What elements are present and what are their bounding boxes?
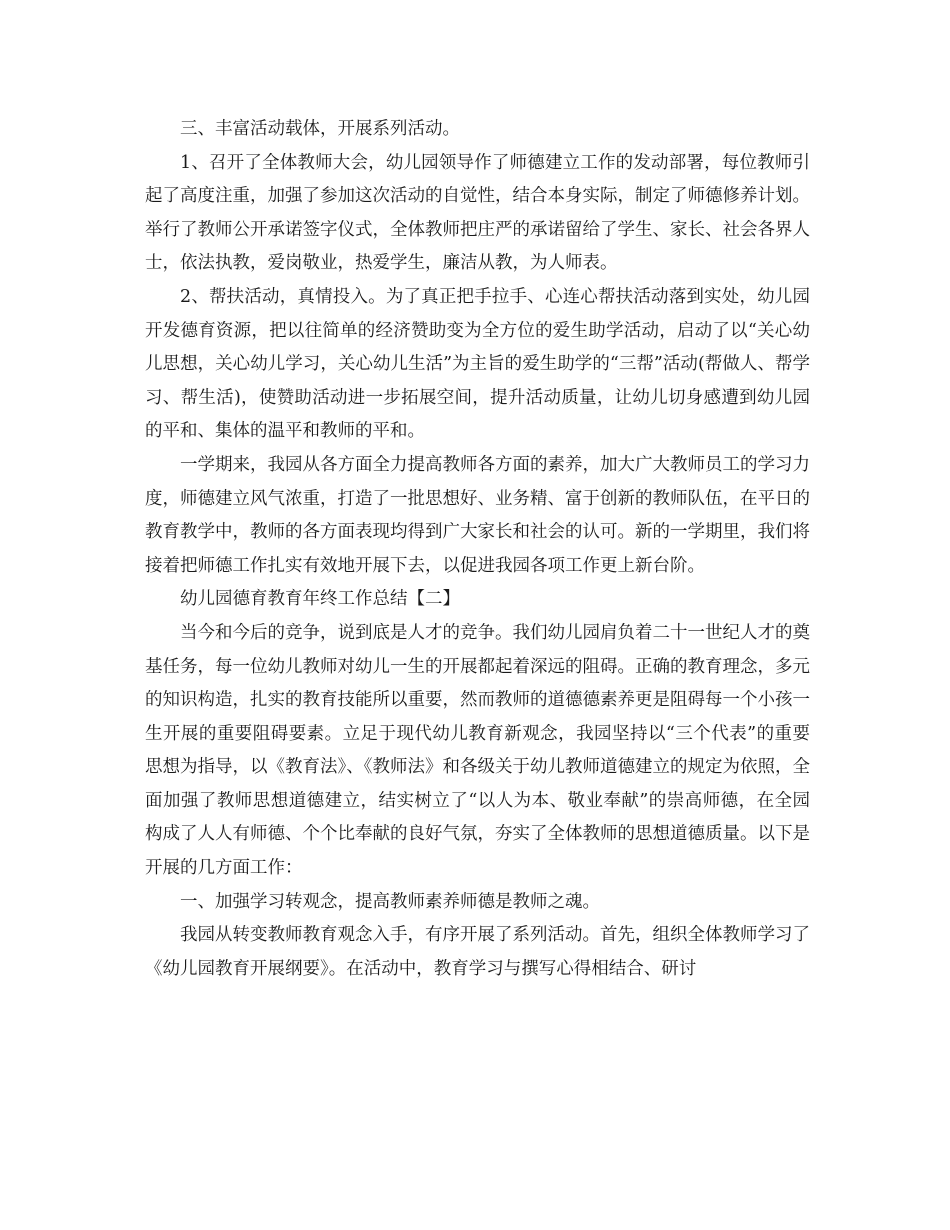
section-heading-activities: 三、丰富活动载体，开展系列活动。 [180,119,460,139]
paragraph-support-activity: 2、帮扶活动，真情投入。为了真正把手拉手、心连心帮扶活动落到实处，幼儿园开发德育资源，把以往简单的经济赞助变为全方位的爱生助学活动，启动了以“关心幼儿思想，关心幼儿学习，关心幼儿生活”为主旨的爱生助学的“三帮”活动(帮做人、帮学习、帮生活)，使赞助活动进一步拓展空间，提升活动质量，让幼儿切身感遭到幼儿园的平和、集体的温平和教师的平和。 [145,286,810,442]
document-body [145,113,810,986]
article-title-part-two: 幼儿园德育教育年终工作总结【二】 [180,589,460,610]
paragraph-learning-activities: 我园从转变教师教育观念入手，有序开展了系列活动。首先，组织全体教师学习了《幼儿园教育开展纲要》。在活动中，教育学习与撰写心得相结合、研讨 [145,925,810,979]
paragraph-introduction: 当今和今后的竞争，说到底是人才的竞争。我们幼儿园肩负着二十一世纪人才的奠基任务，每一位幼儿教师对幼儿一生的开展都起着深远的阻碍。正确的教育理念，多元的知识构造，扎实的教育技能所以重要，然而教师的道德德素养更是阻碍每一个小孩一生开展的重要阻碍要素。立足于现代幼儿教育新观念，我园坚持以“三个代表”的重要思想为指导，以《教育法》、《教师法》和各级关于幼儿教师道德建立的规定为依照，全面加强了教师思想道德建立，结实树立了“以人为本、敬业奉献”的崇高师德，在全园构成了人人有师德、个个比奉献的良好气氛，夯实了全体教师的思想道德质量。以下是开展的几方面工作： [145,622,810,879]
paragraph-semester-summary: 一学期来，我园从各方面全力提高教师各方面的素养，加大广大教师员工的学习力度，师德建立风气浓重，打造了一批思想好、业务精、富于创新的教师队伍，在平日的教育教学中，教师的各方面表现均得到广大家长和社会的认可。新的一学期里，我们将接着把师德工作扎实有效地开展下去，以促进我园各项工作更上新台阶。 [145,454,810,576]
section-heading-learning: 一、加强学习转观念，提高教师素养师德是教师之魂。 [180,891,600,912]
paragraph-teacher-meeting: 1、召开了全体教师大会，幼儿园领导作了师德建立工作的发动部署，每位教师引起了高度注重，加强了参加这次活动的自觉性，结合本身实际，制定了师德修养计划。举行了教师公开承诺签字仪式，全体教师把庄严的承诺留给了学生、家长、社会各界人士，依法执教，爱岗敬业，热爱学生，廉洁从教，为人师表。 [145,152,810,274]
